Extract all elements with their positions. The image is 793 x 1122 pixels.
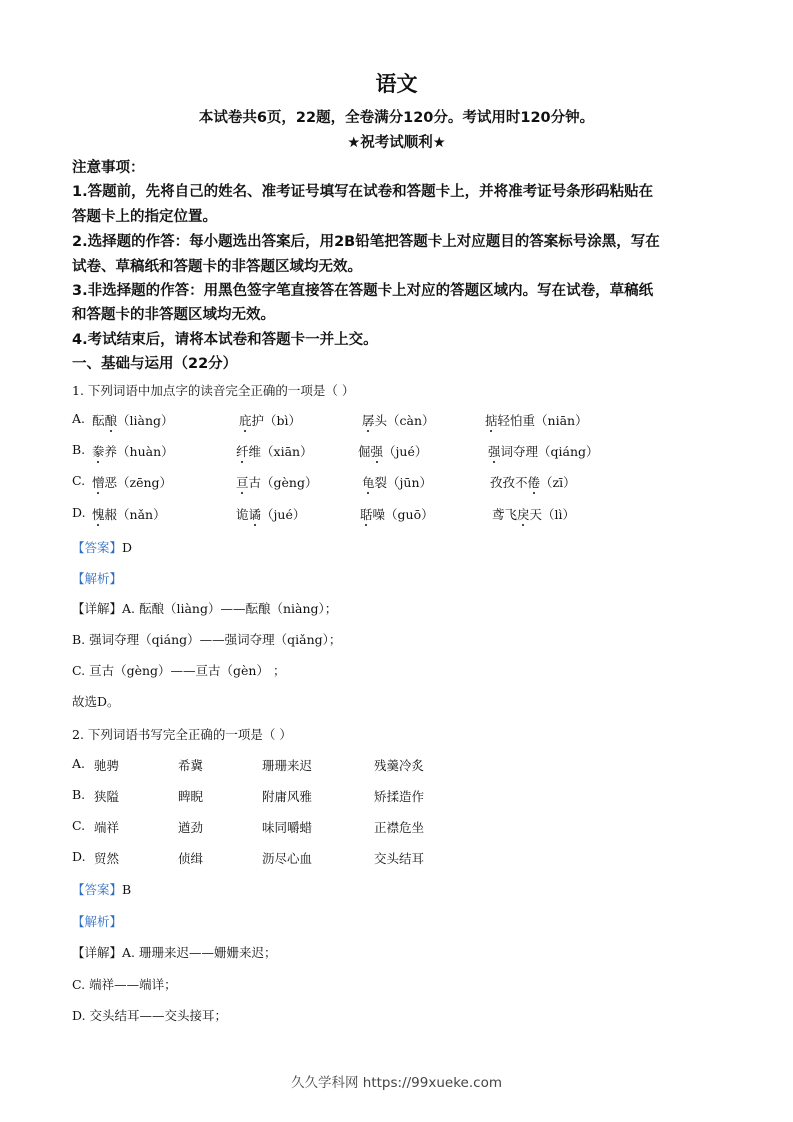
q2-option-c-item-3: 味同嚼蜡 [262,820,313,835]
q2-option-a-item-1: 驰骋 [94,758,120,773]
q1-option-d-label: D. [72,505,86,520]
notice-line-6: 和答题卡的非答题区域均无效。 [72,307,275,323]
notice-heading: 注意事项： [72,160,145,176]
dotted-char: 强 [488,444,501,459]
question-2-stem: 2. 下列词语书写完全正确的一项是（ ） [72,727,292,742]
q1-option-a-item-2: 庇护（bì） [239,413,302,428]
q1-option-b-item-2: 纤维（xiān） [236,444,313,459]
dotted-char: 憎 [92,475,105,490]
q2-detail-2: C. 端祥——端详； [72,977,177,992]
notice-line-2: 答题卡上的指定位置。 [72,209,217,225]
q1-option-d-item-2: 诡谲（jué） [236,507,306,522]
q2-option-b-item-3: 附庸风雅 [262,789,313,804]
q2-option-d-item-2: 侦缉 [178,851,204,866]
notice-line-3: 2.选择题的作答：每小题选出答案后，用2B铅笔把答题卡上对应题目的答案标号涂黑，写在 [72,234,660,250]
q2-option-b-item-1: 狭隘 [94,789,120,804]
q1-option-d-item-4: 鸢飞戾天（lì） [492,507,576,522]
dotted-char: 亘 [236,475,249,490]
q1-option-a-label: A. [72,411,86,426]
q1-option-d-item-1: 愧赧（nǎn） [92,507,166,522]
q2-detail-3: D. 交头结耳——交头接耳； [72,1008,228,1023]
q1-option-a-item-4: 掂轻怕重（niān） [485,413,588,428]
q1-detail-1: 【详解】A. 酝酿（liàng）——酝酿（niàng）； [72,601,338,616]
dotted-char: 纤 [236,444,249,459]
good-luck-banner: ★祝考试顺利★ [347,135,446,151]
q2-option-d-label: D. [72,849,86,864]
q2-option-d-item-4: 交头结耳 [374,851,425,866]
q2-option-b-label: B. [72,787,86,802]
footer-watermark: 久久学科网 https://99xueke.com [291,1075,502,1091]
q2-option-b-item-2: 睥睨 [178,789,204,804]
q2-option-c-item-1: 端祥 [94,820,120,835]
dotted-char: 戾 [517,507,530,522]
q1-option-c-item-3: 龟裂（jūn） [362,475,432,490]
q2-option-a-item-3: 珊珊来迟 [262,758,313,773]
dotted-char: 愧 [92,507,105,522]
dotted-char: 豢 [92,444,105,459]
dotted-char: 聒 [360,507,373,522]
q1-analysis-tag: 【解析】 [72,571,123,586]
dotted-char: 谲 [248,507,262,522]
q1-option-c-item-4: 孜孜不倦（zī） [490,475,576,490]
q2-option-d-item-1: 贸然 [94,851,120,866]
page-title: 语文 [375,72,418,96]
dotted-char: 倦 [527,475,541,490]
dotted-char: 孱 [362,413,375,428]
dotted-char: 龟 [362,475,375,490]
notice-line-7: 4.考试结束后，请将本试卷和答题卡一并上交。 [72,332,378,348]
exam-info: 本试卷共6页，22题，全卷满分120分。考试用时120分钟。 [198,110,595,126]
q1-option-c-label: C. [72,473,86,488]
dotted-char: 酿 [104,413,118,428]
q1-option-d-item-3: 聒噪（guō） [360,507,434,522]
q2-option-c-item-4: 正襟危坐 [374,820,425,835]
question-1-stem: 1. 下列词语中加点字的读音完全正确的一项是（ ） [72,383,355,398]
q1-detail-2: B. 强词夺理（qiáng）——强词夺理（qiǎng）； [72,632,342,647]
q2-option-d-item-3: 沥尽心血 [262,851,313,866]
section-heading: 一、基础与运用（22分） [72,356,238,372]
q1-option-b-item-4: 强词夺理（qiáng） [488,444,599,459]
dotted-char: 强 [370,444,384,459]
dotted-char: 庇 [239,413,252,428]
dotted-char: 掂 [485,413,498,428]
q1-answer: 【答案】D [72,540,133,555]
q2-option-a-item-2: 希冀 [178,758,204,773]
q1-option-c-item-1: 憎恶（zēng） [92,475,173,490]
q2-detail-1: 【详解】A. 珊珊来迟——姗姗来迟； [72,945,277,960]
notice-line-1: 1.答题前，先将自己的姓名、准考证号填写在试卷和答题卡上，并将准考证号条形码粘贴在 [72,184,654,200]
q1-option-b-item-1: 豢养（huàn） [92,444,174,459]
q2-option-a-item-4: 残羹冷炙 [374,758,425,773]
q1-option-a-item-3: 孱头（càn） [362,413,435,428]
q2-option-c-item-2: 遒劲 [178,820,204,835]
q2-analysis-tag: 【解析】 [72,914,123,929]
q1-option-c-item-2: 亘古（gèng） [236,475,318,490]
notice-line-5: 3.非选择题的作答：用黑色签字笔直接答在答题卡上对应的答题区域内。写在试卷，草稿纸 [72,283,654,299]
q1-detail-3: C. 亘古（gèng）——亘古（gèn） ； [72,663,286,678]
q2-option-a-label: A. [72,756,86,771]
q1-option-b-label: B. [72,442,86,457]
q1-option-b-item-3: 倔强（jué） [358,444,428,459]
q2-answer: 【答案】B [72,882,132,897]
notice-line-4: 试卷、草稿纸和答题卡的非答题区域均无效。 [72,259,362,275]
q1-conclusion: 故选D。 [72,694,120,709]
q2-option-b-item-4: 矫揉造作 [374,789,425,804]
q2-option-c-label: C. [72,818,86,833]
q1-option-a-item-1: 酝酿（liàng） [92,413,174,428]
